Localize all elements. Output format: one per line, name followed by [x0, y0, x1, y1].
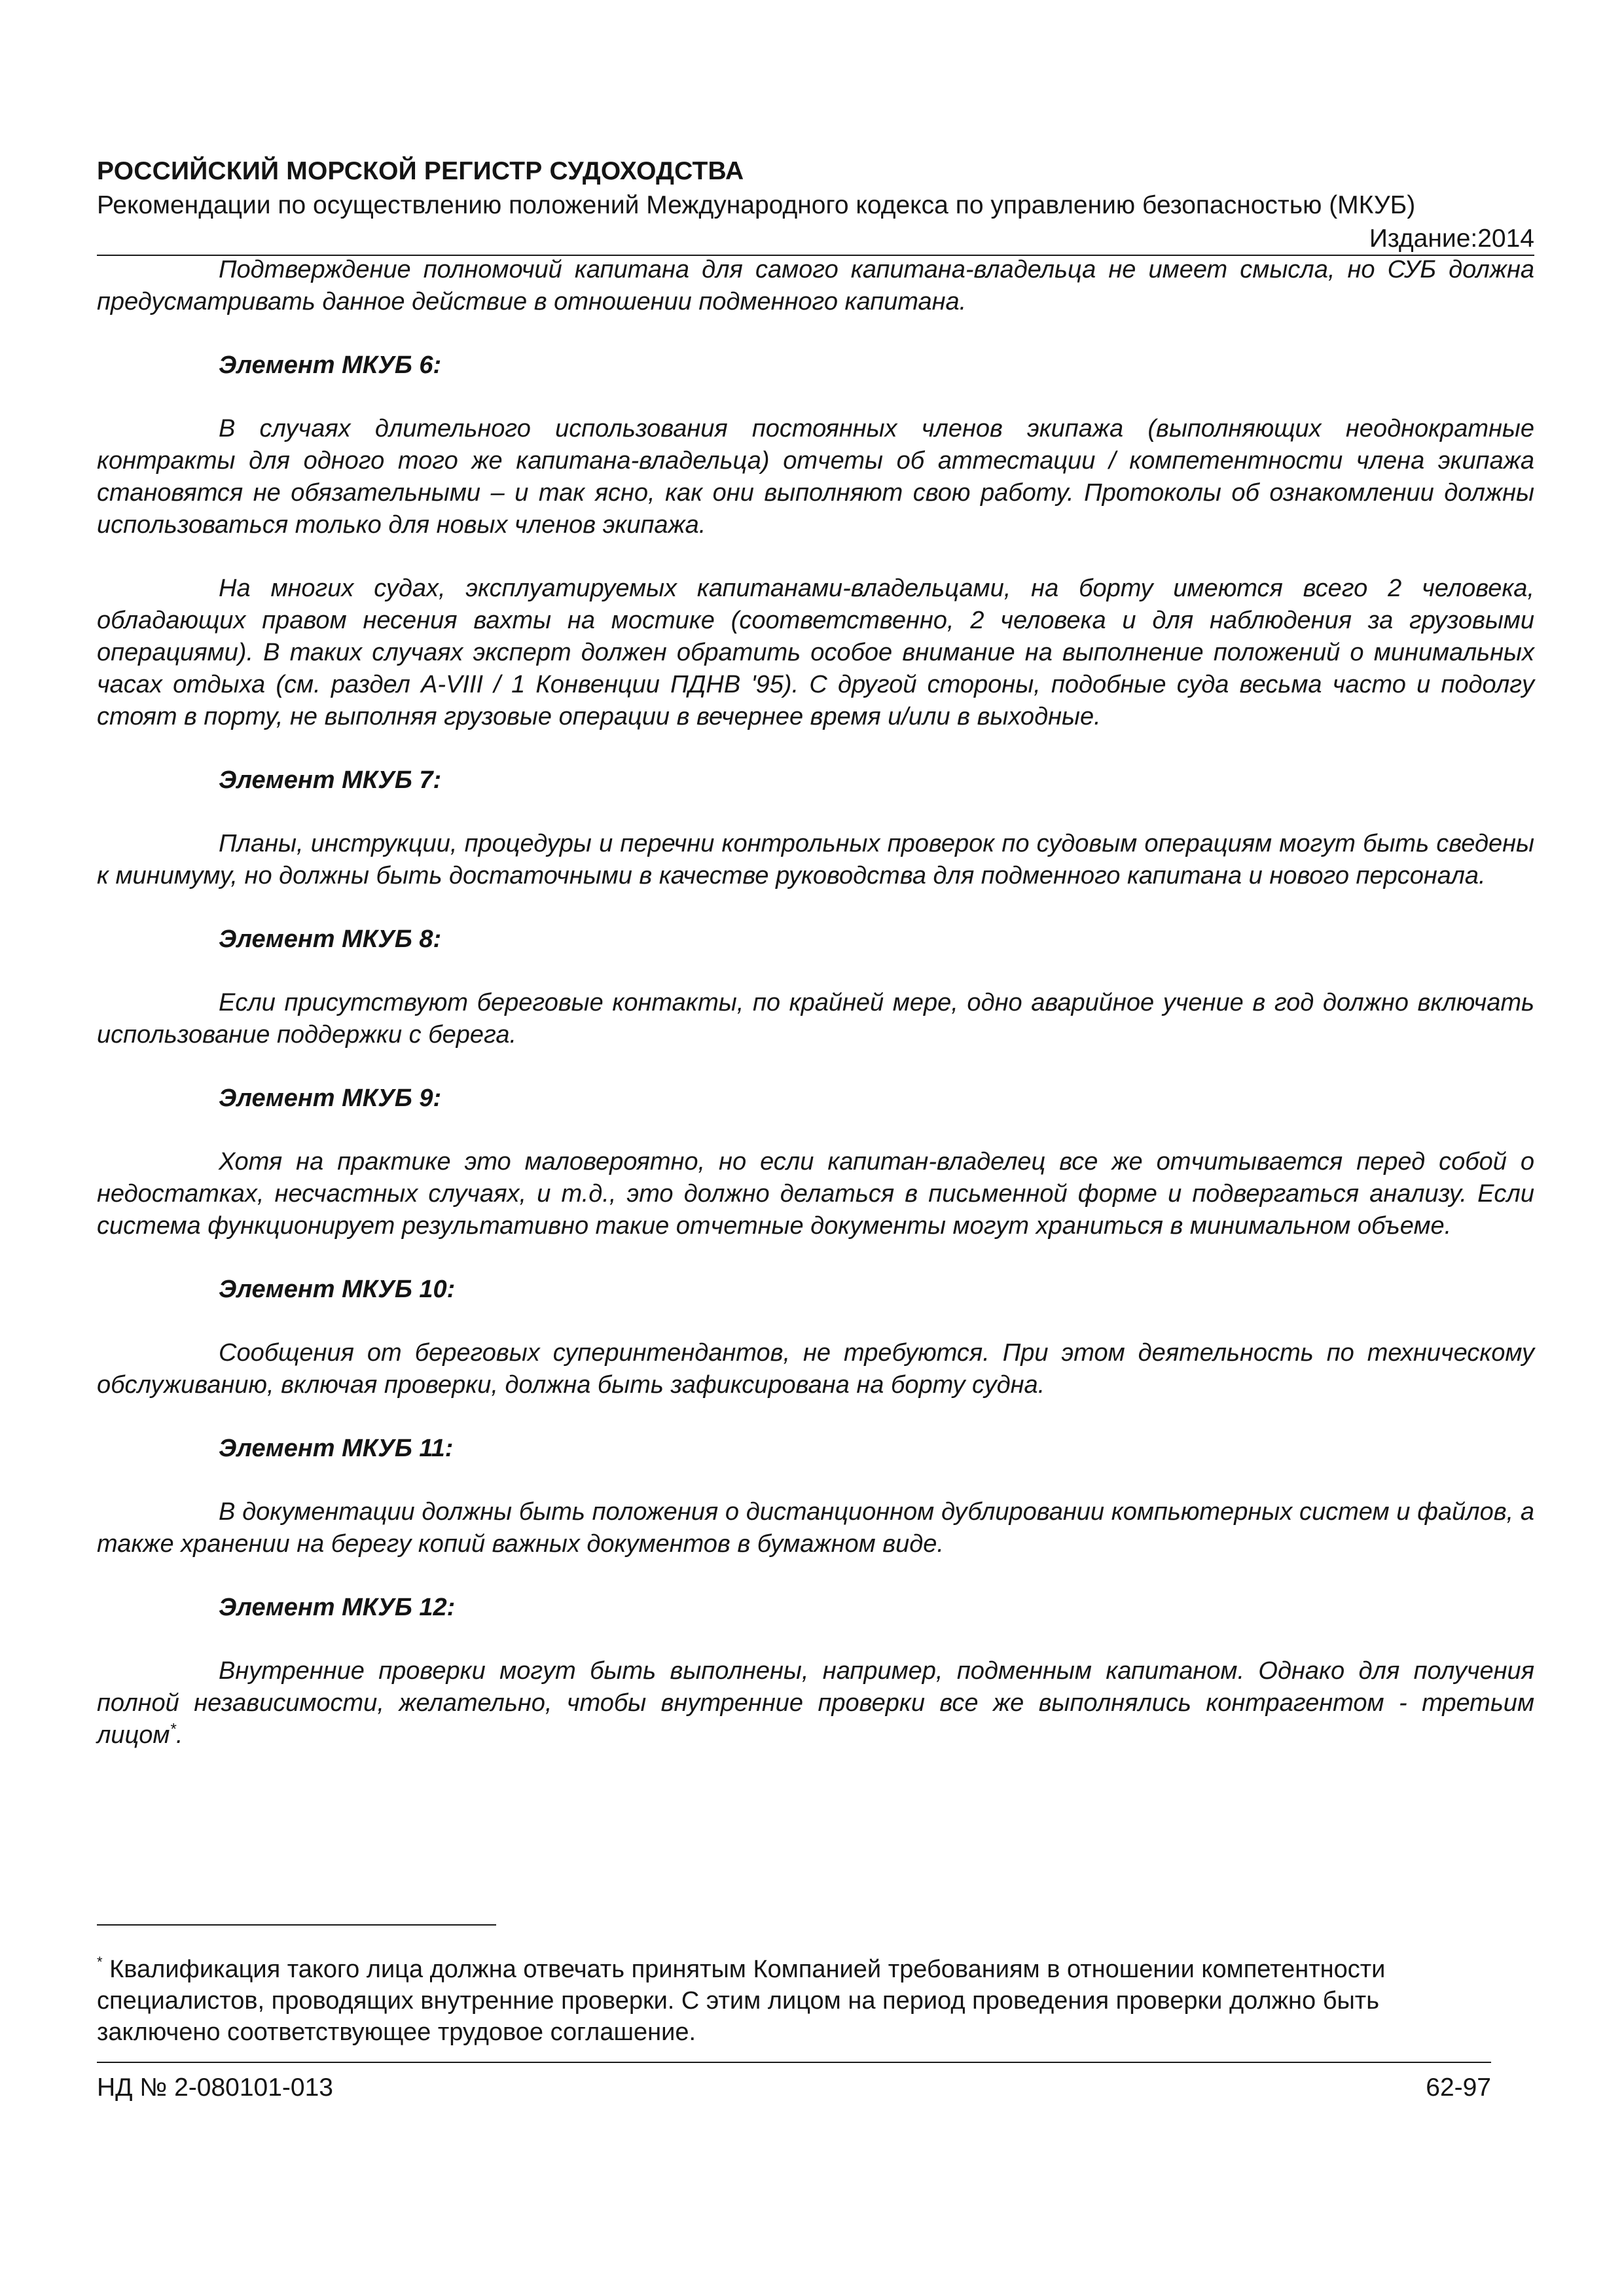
paragraph-element-6-crew: В случаях длительного использования постоянных членов экипажа (выполняющих неоднократные контракты для одного того же капитана-владельца) отчеты об аттестации / компетентности члена экипажа становятся не обязательными – и так ясно, как они выполняют свою работу. Протоколы об ознакомлении должны использоваться только для новых членов экипажа.: [97, 415, 1534, 539]
footnote-reference: *: [170, 1720, 176, 1738]
document-number: НД № 2-080101-013: [97, 2073, 333, 2102]
page-header: [97, 154, 1534, 255]
paragraph-element-9: Хотя на практике это маловероятно, но если капитан-владелец все же отчитывается перед собой о недостатках, несчастных случаях, и т.д., это должно делаться в письменной форме и подвергаться анализу. Если система функционирует результативно такие отчетные документы могут храниться в минимальном объеме.: [97, 1148, 1534, 1240]
edition-label: Издание:2014: [1369, 224, 1534, 253]
element-9-heading: Элемент МКУБ 9:: [219, 1085, 442, 1112]
footnote-mark: *: [97, 1954, 103, 1970]
element-12-heading: Элемент МКУБ 12:: [219, 1594, 456, 1621]
paragraph-element-8: Если присутствуют береговые контакты, по крайней мере, одно аварийное учение в год должно включать использование поддержки с берега.: [97, 989, 1534, 1049]
organization-title: РОССИЙСКИЙ МОРСКОЙ РЕГИСТР СУДОХОДСТВА: [97, 157, 744, 185]
element-10-heading: Элемент МКУБ 10:: [219, 1276, 456, 1303]
paragraph-element-12-text: Внутренние проверки могут быть выполнены, например, подменным капитаном. Однако для получения полной независимости, желательно, чтобы внутренние проверки все же выполнялись контрагентом - третьим лицом: [97, 1657, 1534, 1749]
paragraph-element-10: Сообщения от береговых суперинтендантов, не требуются. При этом деятельность по техническому обслуживанию, включая проверки, должна быть зафиксирована на борту судна.: [97, 1339, 1534, 1399]
element-7-heading: Элемент МКУБ 7:: [219, 766, 442, 794]
footnote-text: Квалификация такого лица должна отвечать принятым Компанией требованиям в отношении компетентности специалистов, проводящих внутренние проверки. С этим лицом на период проведения проверки должно быть заключено соответствующее трудовое соглашение.: [97, 1956, 1386, 2046]
paragraph-element-12: [97, 1655, 1534, 1751]
element-8-heading: Элемент МКУБ 8:: [219, 925, 442, 953]
element-6-heading: Элемент МКУБ 6:: [219, 351, 442, 379]
paragraph-element-6-watch: На многих судах, эксплуатируемых капитанами-владельцами, на борту имеются всего 2 человека, обладающих правом несения вахты на мостике (соответственно, 2 человека и для наблюдения за грузовыми операциями). В таких случаях эксперт должен обратить особое внимание на выполнение положений о минимальных часах отдыха (см. раздел A-VIII / 1 Конвенции ПДНВ '95). С другой стороны, подобные суда весьма часто и подолгу стоят в порту, не выполняя грузовые операции в вечернее время и/или в выходные.: [97, 575, 1534, 730]
paragraph-element-12-end: .: [175, 1721, 183, 1749]
footnote-divider: [97, 1924, 496, 1926]
footer-divider: [97, 2062, 1491, 2063]
document-body: [97, 254, 1534, 1783]
page-number: 62-97: [1426, 2073, 1491, 2102]
element-11-heading: Элемент МКУБ 11:: [219, 1435, 454, 1462]
paragraph-element-11: В документации должны быть положения о дистанционном дублировании компьютерных систем и файлов, а также хранении на берегу копий важных документов в бумажном виде.: [97, 1498, 1534, 1558]
paragraph-element-7: Планы, инструкции, процедуры и перечни контрольных проверок по судовым операциям могут быть сведены к минимуму, но должны быть достаточными в качестве руководства для подменного капитана и нового персонала.: [97, 830, 1534, 889]
document-subtitle: Рекомендации по осуществлению положений Международного кодекса по управлению безопасностью (МКУБ): [97, 191, 1416, 219]
footnote: [97, 1954, 1495, 2048]
paragraph-master-authority: Подтверждение полномочий капитана для самого капитана-владельца не имеет смысла, но СУБ должна предусматривать данное действие в отношении подменного капитана.: [97, 256, 1534, 315]
